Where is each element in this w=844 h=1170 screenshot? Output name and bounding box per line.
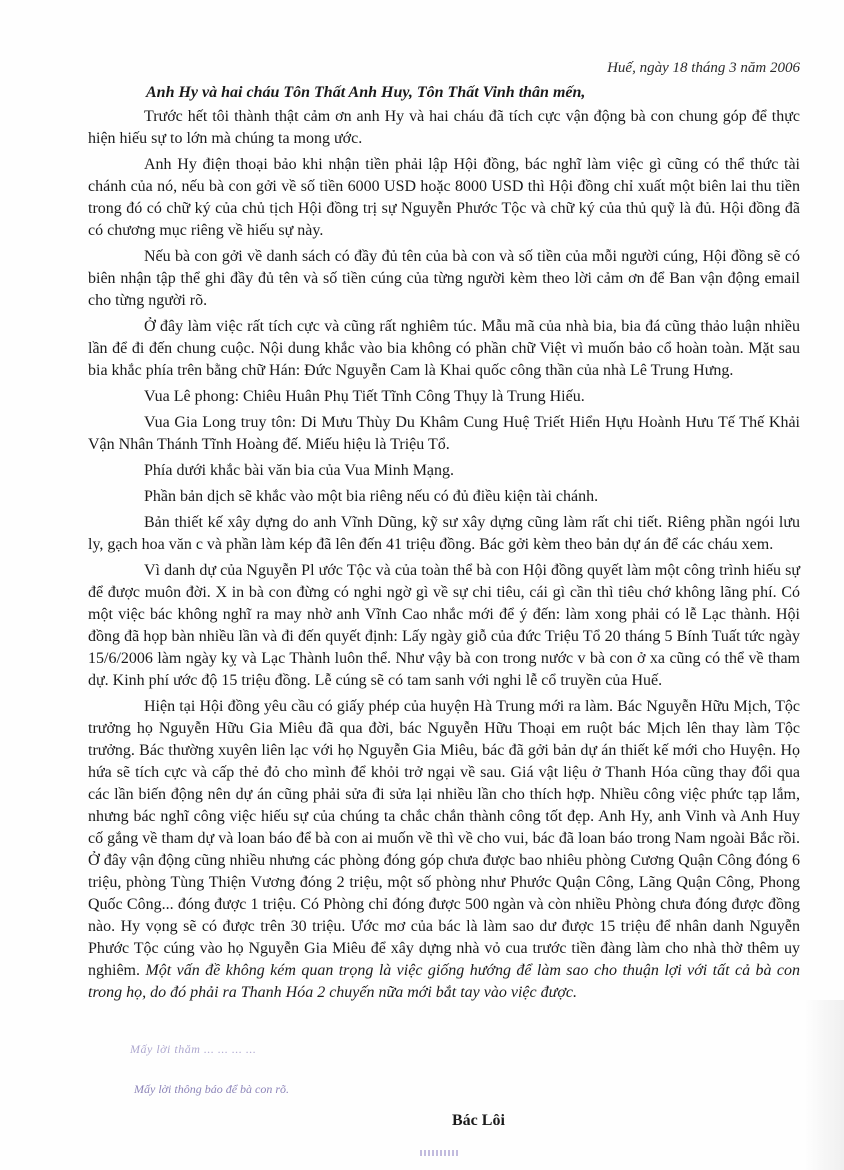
signature: Bác Lôi [452, 1112, 505, 1129]
paragraph-final-text: Hiện tại Hội đồng yêu cầu có giấy phép của huyện Hà Trung mới ra làm. Bác Nguyễn Hữu Mịch, Tộc trưởng họ Nguyễn Hữu Gia Miêu đã qua đời, bác Nguyễn Hữu Thoại em ruột bác Mịch lên thay làm Tộc trưởng. Bác thường xuyên liên lạc với họ Nguyễn Gia Miêu, bác đã gởi bản dự án thiết kế mới cho Huyện. Họ hứa sẽ tích cực và cấp thẻ đỏ cho mình để khỏi trở ngại về sau. Giá vật liệu ở Thanh Hóa cũng thay đổi qua các lần biến động nên dự án cũng phải sửa đi sửa lại nhiều lần cho thích hợp. Nhiều công việc phức tạp lắm, nhưng bác nghĩ công việc hiếu sự của chúng ta chắc chắn thành công tốt đẹp. Anh Hy, anh Vinh và Anh Huy cố gắng về tham dự và loan báo để bà con ai muốn về thì về cho vui, bác đã loan báo trong Nam ngoài Bắc rồi. Ở đây vận động cũng nhiều nhưng các phòng đóng góp chưa được bao nhiêu phòng Cương Quận Công đóng 6 triệu, phòng Tùng Thiện Vương đóng 2 triệu, một số phòng như Phước Quận Công, Lãng Quận Công, Phong Quốc Công... đóng được 1 triệu. Có Phòng chỉ đóng được 500 ngàn và còn nhiều Phòng chưa đóng được đồng nào. Hy vọng sẽ có được trên 30 triệu. Ước mơ của bác là làm sao dư được 15 triệu để nhân danh Nguyễn Phước Tộc cúng vào họ Nguyễn Gia Miêu để xây dựng nhà vỏ cua trước tiền đàng làm cho nhà thờ thêm uy nghiêm. [88, 698, 800, 979]
letter-date: Huế, ngày 18 tháng 3 năm 2006 [607, 60, 800, 76]
paragraph: Anh Hy điện thoại bảo khi nhận tiền phải lập Hội đồng, bác nghĩ làm việc gì cũng có thể thức tài chánh của nó, nếu bà con gởi về số tiền 6000 USD hoặc 8000 USD thì Hội đồng chỉ xuất một biên lai thu tiền trong đó có chữ ký của chủ tịch Hội đồng trị sự Nguyễn Phước Tộc và chữ ký của thủ quỹ là đủ. Hội đồng đã có chương mục riêng về hiếu sự này. [88, 156, 800, 239]
paragraph: Trước hết tôi thành thật cảm ơn anh Hy và hai cháu đã tích cực vận động bà con chung góp để thực hiện hiếu sự to lớn mà chúng ta mong ước. [88, 108, 800, 147]
paragraph: Ở đây làm việc rất tích cực và cũng rất nghiêm túc. Mẫu mã của nhà bia, bia đá cũng thảo luận nhiều lần để đi đến chung cuộc. Nội dung khắc vào bia không có phần chữ Việt vì muốn bảo cổ hoàn toàn. Mặt sau bia khắc phía trên bằng chữ Hán: Đức Nguyễn Cam là Khai quốc công thần của nhà Lê Trung Hưng. [88, 318, 800, 379]
paragraph: Bản thiết kế xây dựng do anh Vĩnh Dũng, kỹ sư xây dựng cũng làm rất chi tiết. Riêng phần ngói lưu ly, gạch hoa văn c và phần làm kép đã lên đến 41 triệu đồng. Bác gởi kèm theo bản dự án để các cháu xem. [88, 514, 800, 553]
scan-artifact-marks [420, 1150, 460, 1156]
italic-closing-text: Một vấn đề không kém quan trọng là việc giống hướng để làm sao cho thuận lợi với tất cả bà con trong họ, do đó phải ra Thanh Hóa 2 chuyến nữa mới bắt tay vào việc được. [88, 962, 801, 1001]
paragraph: Vua Lê phong: Chiêu Huân Phụ Tiết Tĩnh Công Thụy là Trung Hiếu. [144, 388, 585, 405]
paragraph: Phía dưới khắc bài văn bia của Vua Minh Mạng. [144, 462, 455, 479]
salutation: Anh Hy và hai cháu Tôn Thất Anh Huy, Tôn Thất Vinh thân mến, [146, 84, 586, 101]
paragraph: Vì danh dự của Nguyễn Pl ước Tộc và của toàn thể bà con Hội đồng quyết làm một công trình hiếu sự để được muôn đời. X in bà con đừng có nghi ngờ gì về sự chi tiêu, cái gì cần thì tiêu chớ không lãng phí. Có một việc bác không nghĩ ra may nhờ anh Vĩnh Cao nhắc mới để ý đến: làm xong phải có lễ Lạc thành. Hội đồng đã họp bàn nhiều lần và đi đến quyết định: Lấy ngày giỗ của đức Triệu Tổ 20 tháng 5 Bính Tuất tức ngày 15/6/2006 làm ngày kỵ và Lạc Thành luôn thể. Như vậy bà con trong nước v bà con ở xa cũng có thể về tham dự. Kinh phí ước độ 15 triệu đồng. Lễ cúng sẽ có tam sanh với nghi lễ cổ truyền của Huế. [88, 562, 800, 689]
paragraph-final [88, 696, 800, 1004]
paragraph: Phần bản dịch sẽ khắc vào một bia riêng nếu có đủ điều kiện tài chánh. [144, 488, 599, 505]
scan-edge-shadow [804, 1000, 844, 1170]
letter-body [88, 106, 800, 1008]
paragraph: Nếu bà con gởi về danh sách có đầy đủ tên của bà con và số tiền của mỗi người cúng, Hội đồng sẽ có biên nhận tập thể ghi đầy đủ tên và số tiền cúng của từng người kèm theo lời cảm ơn để Ban vận động email cho từng người rõ. [88, 248, 800, 309]
faded-handwritten-line-2: Mấy lời thông báo để bà con rõ. [134, 1082, 290, 1096]
faded-handwritten-line: Mấy lời thăm ... ... ... ... [130, 1042, 257, 1056]
paragraph: Vua Gia Long truy tôn: Di Mưu Thùy Du Khâm Cung Huệ Triết Hiển Hựu Hoành Hưu Tế Thế Khải Vận Nhân Thánh Tĩnh Hoàng đế. Miếu hiệu là Triệu Tổ. [88, 414, 800, 453]
